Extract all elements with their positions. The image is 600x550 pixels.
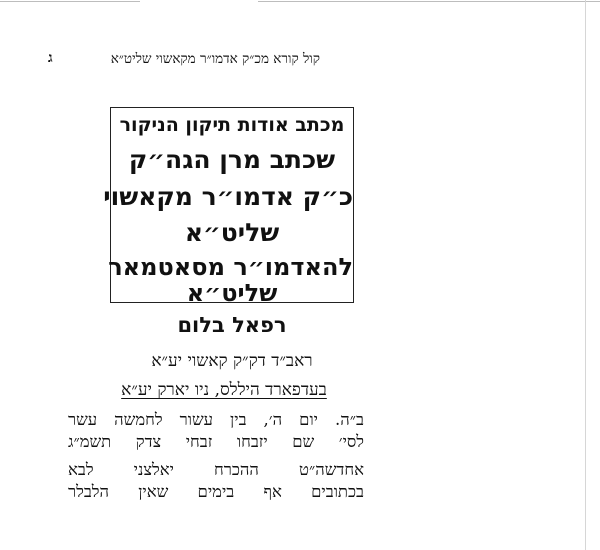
body-text-line: לסי׳ שם יזבחו זבחי צדק תשמ״ג — [68, 432, 364, 451]
body-text-line: ב״ה. יום ה׳, בין עשור לחמשה עשר — [68, 410, 364, 429]
page-edge-shadow — [585, 0, 586, 550]
author-title: ראב״ד דק״ק קאשוי יע״א — [151, 351, 313, 371]
title-box-line: להאדמו״ר מסאטמאר — [108, 253, 353, 281]
top-edge-rule-right — [258, 1, 600, 2]
author-name: רפאל בלום — [177, 313, 287, 337]
body-text-line: בכתובים אף בימים שאין הלבלר — [68, 482, 364, 501]
top-edge-rule-left — [0, 1, 140, 2]
body-text-line: אחדשה״ט ההכרח יאלצני לבא — [68, 460, 364, 479]
title-box-line: שכתב מרן הגה״ק — [128, 145, 336, 174]
title-box-line: כ״ק אדמו״ר מקאשוי — [103, 182, 353, 211]
title-box-line: שליט״א — [184, 218, 280, 247]
running-header-title: קול קורא מכ״ק אדמו״ר מקאשוי שליט״א — [110, 51, 320, 67]
author-location: בעדפארד היללס, ניו יארק יע״א — [121, 380, 327, 400]
title-box-line: שליט״א — [186, 279, 278, 307]
title-box — [103, 107, 354, 307]
title-box-line: מכתב אודות תיקון הניקור — [119, 114, 345, 136]
page-number: ג — [48, 50, 53, 66]
